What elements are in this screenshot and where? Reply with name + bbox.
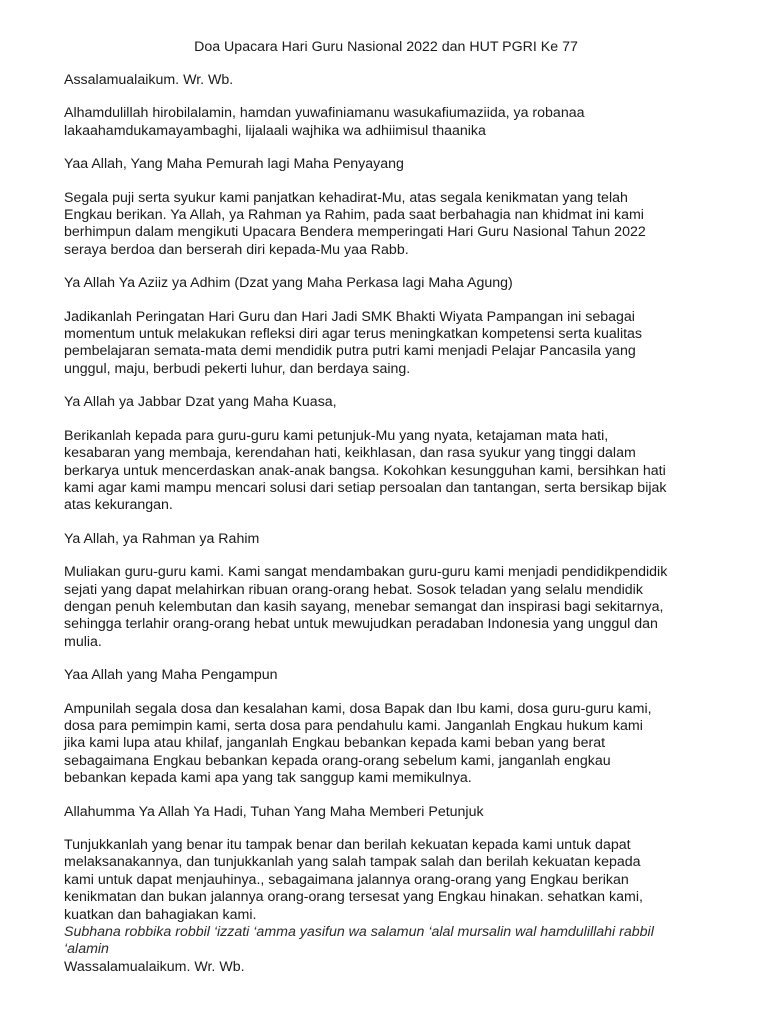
invocation-5: Yaa Allah yang Maha Pengampun	[64, 667, 278, 684]
invocation-6: Allahumma Ya Allah Ya Hadi, Tuhan Yang Maha Memberi Petunjuk	[64, 803, 484, 820]
closing-arabic-prayer: Subhana robbika robbil ‘izzati ‘amma yasifun wa salamun ‘alal mursalin wal hamdulillahi rabbil ‘alamin	[64, 924, 654, 958]
invocation-1: Yaa Allah, Yang Maha Pemurah lagi Maha Penyayang	[64, 156, 404, 173]
document-title: Doa Upacara Hari Guru Nasional 2022 dan HUT PGRI Ke 77	[194, 39, 578, 55]
prayer-paragraph-1: Segala puji serta syukur kami panjatkan kehadirat-Mu, atas segala kenikmatan yang telah Engkau berikan. Ya Allah, ya Rahman ya Rahim, pada saat berbahagia nan khidmat ini kami berhimpun dalam mengikuti Upacara Bendera memperingati Hari Guru Nasional Tahun 2022 seraya berdoa dan berserah diri kepada-Mu yaa Rabb.	[64, 189, 646, 258]
prayer-paragraph-3: Berikanlah kepada para guru-guru kami petunjuk-Mu yang nyata, ketajaman mata hati, kesabaran yang membaja, kerendahan hati, keikhlasan, dan rasa syukur yang tinggi dalam berkarya untuk mencerdaskan anak-anak bangsa. Kokohkan kesungguhan kami, bersihkan hati kami agar kami mampu mencari solusi dari setiap persoalan dan tantangan, serta bersikap bijak atas kekurangan.	[64, 427, 667, 514]
invocation-3: Ya Allah ya Jabbar Dzat yang Maha Kuasa,	[64, 394, 337, 411]
prayer-paragraph-6: Tunjukkanlah yang benar itu tampak benar dan berilah kekuatan kepada kami untuk dapat melaksanakannya, dan tunjukkanlah yang salah tampak salah dan berilah kekuatan kepada kami untuk dapat menjauhinya., sebagaimana jalannya orang-orang yang Engkau berikan kenikmatan dan bukan jalannya orang-orang tersesat yang Engkau hinakan. sehatkan kami, kuatkan dan bahagiakan kami.	[64, 837, 643, 923]
greeting-opening: Assalamualaikum. Wr. Wb.	[64, 72, 234, 88]
opening-praise: Alhamdulillah hirobilalamin, hamdan yuwafiniamanu wasukafiumaziida, ya robanaa lakaahamdukamayambaghi, lijalaali wajhika wa adhiimisul thaanika	[64, 105, 585, 139]
invocation-2: Ya Allah Ya Aziiz ya Adhim (Dzat yang Maha Perkasa lagi Maha Agung)	[64, 275, 513, 292]
invocation-4: Ya Allah, ya Rahman ya Rahim	[64, 530, 260, 547]
greeting-closing: Wassalamualaikum. Wr. Wb.	[64, 958, 245, 975]
prayer-paragraph-5: Ampunilah segala dosa dan kesalahan kami, dosa Bapak dan Ibu kami, dosa guru-guru kami, dosa para pemimpin kami, serta dosa para pendahulu kami. Janganlah Engkau hukum kami jika kami lupa atau khilaf, janganlah Engkau bebankan kepada kami beban yang berat sebagaimana Engkau bebankan kepada orang-orang sebelum kami, janganlah engkau bebankan kepada kami apa yang tak sanggup kami memikulnya.	[64, 700, 652, 787]
prayer-paragraph-2: Jadikanlah Peringatan Hari Guru dan Hari Jadi SMK Bhakti Wiyata Pampangan ini sebagai momentum untuk melakukan refleksi diri agar terus meningkatkan kompetensi serta kualitas pembelajaran semata-mata demi mendidik putra putri kami menjadi Pelajar Pancasila yang unggul, maju, berbudi pekerti luhur, dan berdaya saing.	[64, 308, 643, 377]
prayer-paragraph-4: Muliakan guru-guru kami. Kami sangat mendambakan guru-guru kami menjadi pendidikpendidik sejati yang dapat melahirkan ribuan orang-orang hebat. Sosok teladan yang selalu mendidik dengan penuh kelembutan dan kasih sayang, menebar semangat dan inspirasi bagi sekitarnya, sehingga terlahir orang-orang hebat untuk mewujudkan peradaban Indonesia yang unggul dan mulia.	[64, 564, 668, 650]
